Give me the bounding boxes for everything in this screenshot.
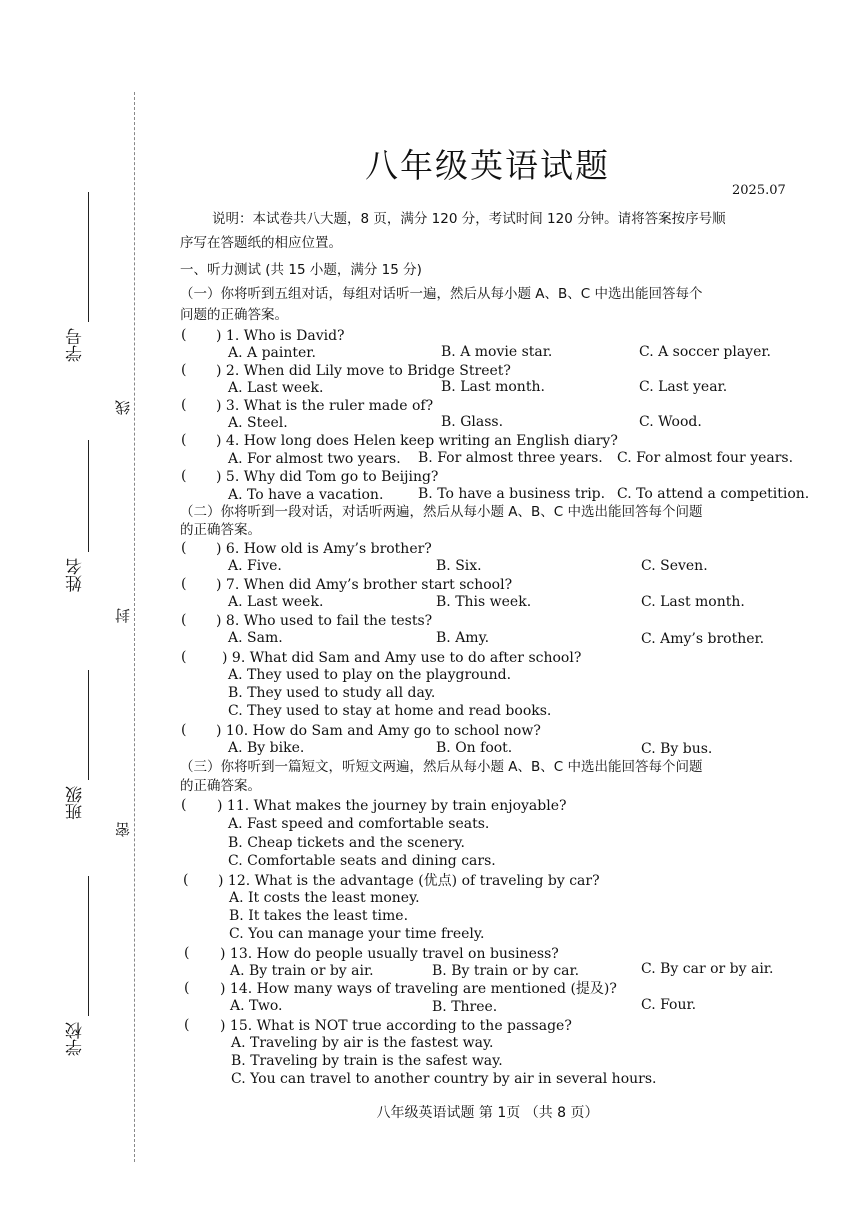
option-b: B. For almost three years.	[418, 450, 603, 466]
question-text: ) 11. What makes the journey by train enjoyable?	[217, 798, 567, 814]
option-a: A. Traveling by air is the fastest way.	[231, 1035, 494, 1051]
answer-blank[interactable]: (	[183, 872, 189, 888]
option-b: B. On foot.	[436, 740, 513, 756]
option-c: C. Amy’s brother.	[641, 631, 765, 647]
question-text: ) 10. How do Sam and Amy go to school now?	[216, 723, 541, 739]
instructions-line-2: 序写在答题纸的相应位置。	[180, 235, 342, 251]
student-id-blank	[88, 192, 89, 322]
option-c: C. To attend a competition.	[617, 486, 810, 502]
part2-instruction-line-1: （二）你将听到一段对话，对话听两遍，然后从每小题 A、B、C 中选出能回答每个问题	[180, 504, 703, 520]
option-b: B. Last month.	[441, 379, 545, 395]
name-blank	[88, 440, 89, 552]
option-b: B. A movie star.	[441, 344, 553, 360]
option-b: B. This week.	[436, 594, 532, 610]
option-c: C. By bus.	[641, 741, 713, 757]
school-blank	[88, 876, 89, 1016]
option-a: A. They used to play on the playground.	[228, 667, 512, 683]
answer-blank[interactable]: (	[184, 1017, 190, 1033]
option-c: C. For almost four years.	[617, 450, 794, 466]
option-c: C. Last year.	[639, 379, 728, 395]
option-a: A. To have a vacation.	[228, 487, 384, 503]
option-a: A. Five.	[228, 558, 282, 574]
name-label: 姓名	[66, 558, 86, 592]
class-blank	[88, 670, 89, 780]
option-a: A. Last week.	[228, 594, 324, 610]
question-text: ) 8. Who used to fail the tests?	[216, 613, 433, 629]
option-c: C. Four.	[641, 997, 697, 1013]
option-a: A. For almost two years.	[228, 451, 401, 467]
option-c: C. They used to stay at home and read books.	[228, 703, 552, 719]
answer-blank[interactable]: (	[181, 649, 187, 665]
part3-instruction-line-2: 的正确答案。	[180, 778, 261, 794]
answer-blank[interactable]: (	[181, 540, 187, 556]
option-c: C. Seven.	[641, 558, 708, 574]
option-a: A. It costs the least money.	[229, 890, 420, 906]
answer-blank[interactable]: (	[181, 722, 187, 738]
answer-blank[interactable]: (	[181, 327, 187, 343]
cut-mark-line: 线	[114, 400, 132, 415]
option-b: B. They used to study all day.	[228, 685, 436, 701]
option-b: B. To have a business trip.	[418, 486, 606, 502]
option-c: C. Wood.	[639, 414, 702, 430]
answer-blank[interactable]: (	[181, 797, 187, 813]
option-a: A. Last week.	[228, 380, 324, 396]
exam-date: 2025.07	[732, 183, 786, 198]
page-footer: 八年级英语试题 第 1页 （共 8 页）	[376, 1105, 599, 1121]
option-a: A. Steel.	[228, 415, 288, 431]
student-id-label: 学号	[66, 328, 86, 362]
class-label: 班级	[66, 786, 86, 820]
option-c: C. Comfortable seats and dining cars.	[228, 853, 496, 869]
question-text: ) 13. How do people usually travel on business?	[220, 946, 559, 962]
answer-blank[interactable]: (	[184, 945, 190, 961]
question-text: ) 9. What did Sam and Amy use to do after school?	[222, 650, 582, 666]
exam-title: 八年级英语试题	[365, 146, 610, 185]
answer-blank[interactable]: (	[181, 576, 187, 592]
answer-blank[interactable]: (	[184, 980, 190, 996]
cut-dotted-line	[134, 92, 135, 1162]
option-a: A. Sam.	[228, 630, 283, 646]
question-text: ) 14. How many ways of traveling are mentioned (提及)?	[220, 981, 617, 997]
cut-mark-seal: 封	[114, 608, 132, 623]
option-a: A. By bike.	[228, 740, 305, 756]
question-text: ) 15. What is NOT true according to the passage?	[220, 1018, 572, 1034]
option-b: B. It takes the least time.	[229, 908, 409, 924]
cut-mark-close: 密	[114, 822, 132, 837]
answer-blank[interactable]: (	[181, 397, 187, 413]
option-c: C. A soccer player.	[639, 344, 771, 360]
question-text: ) 5. Why did Tom go to Beijing?	[216, 469, 439, 485]
question-text: ) 6. How old is Amy’s brother?	[216, 541, 432, 557]
answer-blank[interactable]: (	[181, 432, 187, 448]
option-b: B. By train or by car.	[432, 963, 580, 979]
section-heading: 一、听力测试 (共 15 小题，满分 15 分)	[180, 262, 422, 278]
question-text: ) 4. How long does Helen keep writing an English diary?	[216, 433, 618, 449]
instructions-line-1: 说明：本试卷共八大题，8 页，满分 120 分，考试时间 120 分钟。请将答案按序号顺	[212, 211, 726, 227]
option-c: C. You can travel to another country by air in several hours.	[231, 1071, 657, 1087]
option-a: A. Fast speed and comfortable seats.	[228, 816, 490, 832]
option-b: B. Six.	[436, 558, 482, 574]
option-b: B. Cheap tickets and the scenery.	[228, 835, 465, 851]
question-text: ) 1. Who is David?	[216, 328, 345, 344]
answer-blank[interactable]: (	[181, 612, 187, 628]
part1-instruction-line-1: （一）你将听到五组对话，每组对话听一遍，然后从每小题 A、B、C 中选出能回答每个	[180, 286, 703, 302]
question-text: ) 12. What is the advantage (优点) of traveling by car?	[218, 873, 600, 889]
question-text: ) 2. When did Lily move to Bridge Street?	[216, 363, 511, 379]
part3-instruction-line-1: （三）你将听到一篇短文，听短文两遍，然后从每小题 A、B、C 中选出能回答每个问题	[180, 759, 703, 775]
answer-blank[interactable]: (	[181, 468, 187, 484]
option-a: A. Two.	[230, 998, 283, 1014]
option-c: C. Last month.	[641, 594, 745, 610]
option-c: C. You can manage your time freely.	[229, 926, 485, 942]
question-text: ) 3. What is the ruler made of?	[216, 398, 434, 414]
option-c: C. By car or by air.	[641, 961, 774, 977]
option-b: B. Glass.	[441, 414, 504, 430]
question-text: ) 7. When did Amy’s brother start school?	[216, 577, 513, 593]
option-a: A. A painter.	[228, 345, 316, 361]
part2-instruction-line-2: 的正确答案。	[180, 522, 261, 538]
option-b: B. Three.	[432, 999, 498, 1015]
part1-instruction-line-2: 问题的正确答案。	[180, 307, 288, 323]
answer-blank[interactable]: (	[181, 362, 187, 378]
school-label: 学校	[66, 1022, 86, 1056]
option-b: B. Amy.	[436, 630, 490, 646]
binding-gutter	[0, 0, 150, 1216]
option-b: B. Traveling by train is the safest way.	[231, 1053, 503, 1069]
option-a: A. By train or by air.	[230, 963, 374, 979]
